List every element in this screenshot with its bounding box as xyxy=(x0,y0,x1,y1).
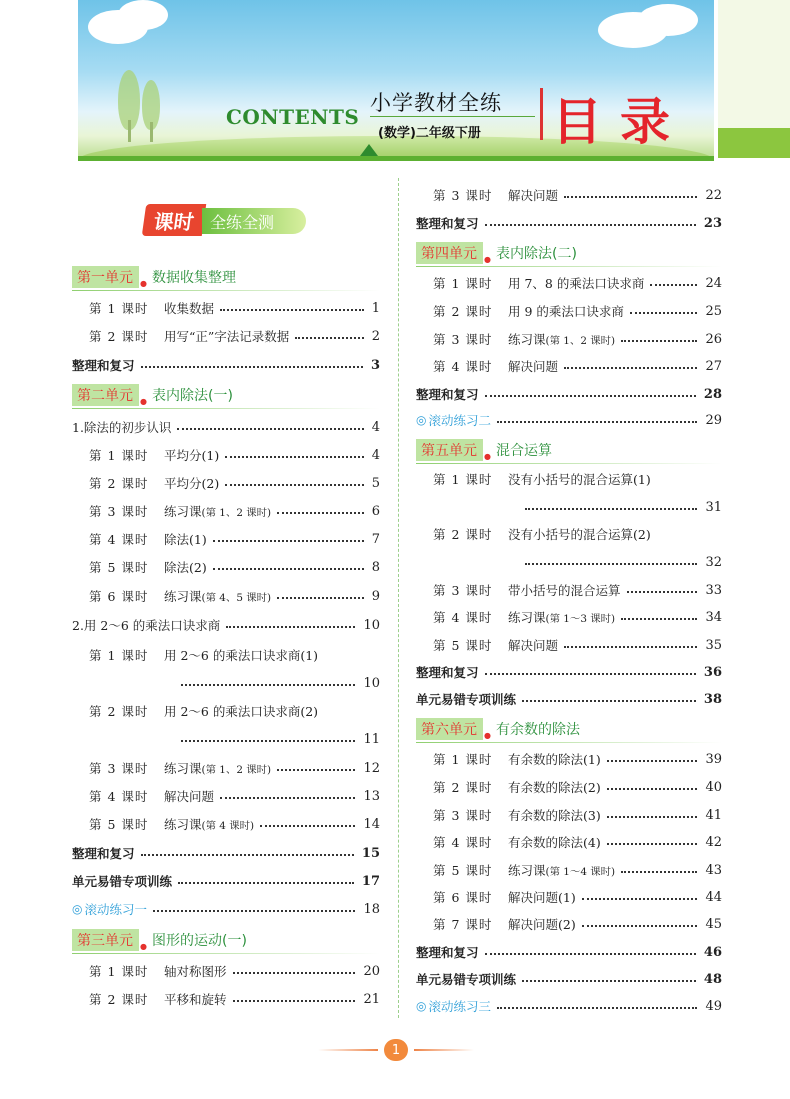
dot-leader xyxy=(220,309,364,311)
dot-leader xyxy=(277,597,364,599)
page-ref: 4 xyxy=(371,447,380,463)
unit-label: 第三单元 xyxy=(72,929,139,951)
page-ref: 44 xyxy=(705,889,722,905)
entry-title: 除法(2) xyxy=(164,560,207,575)
page-ref: 10 xyxy=(363,617,380,633)
unit-heading xyxy=(72,928,380,952)
page-ref: 2 xyxy=(371,328,380,344)
lesson-number: 第 2 课时 xyxy=(433,780,493,795)
dot-leader xyxy=(582,898,698,900)
unit-dot-icon: ● xyxy=(484,731,491,740)
entry-title: 2.用 2～6 的乘法口诀求商 xyxy=(72,618,221,633)
toc-entry[interactable] xyxy=(416,468,722,490)
entry-title: 有余数的除法(1) xyxy=(508,752,601,767)
toc-entry-continuation[interactable] xyxy=(416,551,722,573)
entry-title: 有余数的除法(3) xyxy=(508,808,601,823)
dot-leader xyxy=(233,972,356,974)
lesson-number: 第 2 课时 xyxy=(89,704,149,719)
page-ref: 3 xyxy=(370,357,380,373)
entry-title: 平均分(1) xyxy=(164,448,220,463)
contents-word: CONTENTS xyxy=(226,105,360,129)
entry-title: 练习课 xyxy=(164,589,202,604)
entry-title: 用 9 的乘法口诀求商 xyxy=(508,304,624,319)
book-title: 小学教材全练 xyxy=(370,91,502,115)
entry-title: 滚动练习一 xyxy=(84,902,147,917)
lesson-number: 第 3 课时 xyxy=(89,761,149,776)
dot-leader xyxy=(607,843,698,845)
unit-label: 第六单元 xyxy=(416,718,483,740)
entry-title: 整理和复习 xyxy=(416,216,479,231)
toc-entry[interactable] xyxy=(416,355,722,377)
toc-entry[interactable] xyxy=(416,579,722,601)
page-ref: 27 xyxy=(705,358,722,374)
toc-entry[interactable] xyxy=(416,409,722,431)
unit-dot-icon: ● xyxy=(140,279,147,288)
dot-leader xyxy=(607,788,698,790)
dot-leader xyxy=(525,508,697,510)
toc-entry[interactable] xyxy=(72,556,380,578)
dot-leader xyxy=(607,816,698,818)
dot-leader xyxy=(522,980,696,982)
toc-entry[interactable] xyxy=(72,644,380,666)
entry-title: 练习课 xyxy=(164,761,202,776)
page-ref: 45 xyxy=(705,916,722,932)
entry-title: 解决问题 xyxy=(508,638,559,653)
footer-line-left xyxy=(318,1049,378,1051)
page-ref: 20 xyxy=(363,963,380,979)
dot-leader xyxy=(178,882,354,884)
dot-leader xyxy=(181,740,355,742)
target-icon: ◎ xyxy=(72,902,83,916)
entry-title: 单元易错专项训练 xyxy=(416,972,517,987)
page-ref: 17 xyxy=(361,873,380,889)
toc-entry-continuation[interactable] xyxy=(416,496,722,518)
header-underline xyxy=(78,156,714,161)
page-number: 1 xyxy=(384,1039,408,1061)
unit-heading xyxy=(72,383,380,407)
page-ref: 14 xyxy=(363,816,380,832)
column-divider xyxy=(398,178,399,1018)
page-ref: 31 xyxy=(705,499,722,515)
page-ref: 36 xyxy=(703,664,722,680)
dot-leader xyxy=(220,797,355,799)
lesson-number: 第 4 课时 xyxy=(433,359,493,374)
dot-leader xyxy=(525,563,697,565)
entry-title: 没有小括号的混合运算(1) xyxy=(508,472,651,487)
entry-title: 解决问题(1) xyxy=(508,890,576,905)
dot-leader xyxy=(181,684,355,686)
lesson-number: 第 1 课时 xyxy=(433,752,493,767)
toc-entry[interactable] xyxy=(72,988,380,1010)
entry-title: 解决问题 xyxy=(508,359,559,374)
header-side-accent xyxy=(718,128,790,158)
dot-leader xyxy=(650,284,697,286)
entry-title: 带小括号的混合运算 xyxy=(508,583,621,598)
entry-title: 滚动练习二 xyxy=(428,413,491,428)
book-subtitle: (数学)二年级下册 xyxy=(378,126,481,141)
page-ref: 46 xyxy=(703,944,722,960)
toc-entry-continuation[interactable] xyxy=(72,728,380,750)
toc-entry[interactable] xyxy=(72,614,380,636)
unit-heading xyxy=(416,241,722,265)
toc-entry[interactable] xyxy=(416,941,722,963)
lesson-number: 第 1 课时 xyxy=(89,964,149,979)
target-icon: ◎ xyxy=(416,413,427,427)
dot-leader xyxy=(153,910,355,912)
entry-title: 滚动练习三 xyxy=(428,999,491,1014)
dot-leader xyxy=(177,428,363,430)
toc-entry[interactable] xyxy=(416,995,722,1017)
dot-leader xyxy=(621,871,697,873)
dot-leader xyxy=(564,646,697,648)
dot-leader xyxy=(277,769,355,771)
dot-leader xyxy=(213,568,364,570)
dot-leader xyxy=(213,540,364,542)
lesson-number: 第 1 课时 xyxy=(89,301,149,316)
entry-note: (第 1、2 课时) xyxy=(201,506,272,519)
toc-entry[interactable] xyxy=(416,300,722,322)
page-ref: 5 xyxy=(371,475,380,491)
dot-leader xyxy=(225,484,364,486)
unit-label: 第一单元 xyxy=(72,266,139,288)
dot-leader xyxy=(607,760,698,762)
page-ref: 6 xyxy=(371,503,380,519)
dot-leader xyxy=(485,953,696,955)
dot-leader xyxy=(260,825,355,827)
page-ref: 25 xyxy=(705,303,722,319)
toc-entry[interactable] xyxy=(416,606,722,628)
toc-entry[interactable] xyxy=(416,688,722,710)
entry-title: 解决问题(2) xyxy=(508,917,576,932)
dot-leader xyxy=(141,854,354,856)
toc-entry[interactable] xyxy=(416,634,722,656)
entry-title: 用写“正”字法记录数据 xyxy=(164,329,290,344)
toc-entry[interactable] xyxy=(72,757,380,779)
dot-leader xyxy=(485,673,696,675)
lesson-number: 第 5 课时 xyxy=(89,817,149,832)
dot-leader xyxy=(621,618,697,620)
dot-leader xyxy=(564,367,697,369)
lesson-number: 第 1 课时 xyxy=(89,448,149,463)
lesson-number: 第 6 课时 xyxy=(433,890,493,905)
unit-name: 图形的运动(一) xyxy=(151,932,247,949)
entry-note: (第 1～3 课时) xyxy=(545,612,616,625)
toc-entry[interactable] xyxy=(72,354,380,376)
dot-leader xyxy=(522,700,696,702)
page-ref: 7 xyxy=(371,531,380,547)
unit-dot-icon: ● xyxy=(140,942,147,951)
toc-entry[interactable] xyxy=(72,585,380,607)
toc-entry[interactable] xyxy=(72,813,380,835)
page-ref: 26 xyxy=(705,331,722,347)
triangle-icon xyxy=(360,144,378,156)
entry-title: 平移和旋转 xyxy=(164,992,227,1007)
toc-entry[interactable] xyxy=(72,870,380,892)
entry-title: 练习课 xyxy=(164,504,202,519)
toc-entry[interactable] xyxy=(72,325,380,347)
entry-title: 解决问题 xyxy=(508,188,559,203)
dot-leader xyxy=(226,626,355,628)
entry-note: (第 1～4 课时) xyxy=(545,865,616,878)
toc-entry[interactable] xyxy=(72,500,380,522)
toc-entry[interactable] xyxy=(416,859,722,881)
unit-dot-icon: ● xyxy=(140,397,147,406)
dot-leader xyxy=(485,395,696,397)
lesson-number: 第 1 课时 xyxy=(433,472,493,487)
page-ref: 28 xyxy=(703,386,722,402)
page-ref: 35 xyxy=(705,637,722,653)
toc-entry[interactable] xyxy=(416,212,722,234)
page-ref: 21 xyxy=(363,991,380,1007)
lesson-number: 第 3 课时 xyxy=(89,504,149,519)
toc-entry[interactable] xyxy=(72,785,380,807)
toc-entry[interactable] xyxy=(416,523,722,545)
lesson-number: 第 3 课时 xyxy=(433,583,493,598)
entry-title: 单元易错专项训练 xyxy=(416,692,517,707)
entry-title: 没有小括号的混合运算(2) xyxy=(508,527,651,542)
entry-title: 整理和复习 xyxy=(416,387,479,402)
lesson-number: 第 5 课时 xyxy=(433,638,493,653)
entry-title: 单元易错专项训练 xyxy=(72,874,173,889)
lesson-number: 第 2 课时 xyxy=(433,527,493,542)
entry-note: (第 1、2 课时) xyxy=(545,334,616,347)
entry-title: 练习课 xyxy=(164,817,202,832)
page-ref: 4 xyxy=(371,419,380,435)
unit-name: 表内除法(二) xyxy=(495,245,577,262)
page-ref: 29 xyxy=(705,412,722,428)
entry-note: (第 4、5 课时) xyxy=(201,591,272,604)
page-ref: 42 xyxy=(705,834,722,850)
entry-title: 整理和复习 xyxy=(416,945,479,960)
lesson-number: 第 5 课时 xyxy=(89,560,149,575)
toc-entry[interactable] xyxy=(416,383,722,405)
unit-name: 表内除法(一) xyxy=(151,387,233,404)
title-divider xyxy=(540,88,543,140)
entry-title: 除法(1) xyxy=(164,532,207,547)
page-ref: 15 xyxy=(361,845,380,861)
lesson-number: 第 7 课时 xyxy=(433,917,493,932)
unit-dot-icon: ● xyxy=(484,255,491,264)
page-ref: 38 xyxy=(703,691,722,707)
lesson-number: 第 2 课时 xyxy=(89,329,149,344)
section-banner xyxy=(144,204,306,236)
entry-title: 用 7、8 的乘法口诀求商 xyxy=(508,276,645,291)
toc-entry[interactable] xyxy=(416,968,722,990)
cloud-icon xyxy=(118,0,168,30)
header-banner xyxy=(78,0,714,160)
banner-sublabel: 全练全测 xyxy=(202,208,306,234)
page-ref: 39 xyxy=(705,751,722,767)
unit-heading xyxy=(416,717,722,741)
page-ref: 48 xyxy=(703,971,722,987)
entry-title: 练习课 xyxy=(508,332,546,347)
header-side-panel xyxy=(718,0,790,128)
dot-leader xyxy=(233,1000,356,1002)
toc-entry[interactable] xyxy=(72,297,380,319)
entry-title: 用 2～6 的乘法口诀求商(2) xyxy=(164,704,319,719)
entry-title: 解决问题 xyxy=(164,789,215,804)
target-icon: ◎ xyxy=(416,999,427,1013)
dot-leader xyxy=(141,366,363,368)
lesson-number: 第 2 课时 xyxy=(89,992,149,1007)
dot-leader xyxy=(497,421,697,423)
toc-entry[interactable] xyxy=(416,748,722,770)
page-ref: 12 xyxy=(363,760,380,776)
entry-note: (第 1、2 课时) xyxy=(201,763,272,776)
toc-entry[interactable] xyxy=(416,886,722,908)
dot-leader xyxy=(277,512,364,514)
toc-entry[interactable] xyxy=(416,831,722,853)
toc-entry[interactable] xyxy=(416,661,722,683)
dot-leader xyxy=(621,340,697,342)
dot-leader xyxy=(582,925,698,927)
toc-entry[interactable] xyxy=(416,776,722,798)
lesson-number: 第 5 课时 xyxy=(433,863,493,878)
cloud-icon xyxy=(638,4,698,36)
page-ref: 13 xyxy=(363,788,380,804)
lesson-number: 第 4 课时 xyxy=(89,532,149,547)
toc-entry[interactable] xyxy=(416,272,722,294)
toc-entry[interactable] xyxy=(72,960,380,982)
entry-title: 练习课 xyxy=(508,863,546,878)
page-ref: 10 xyxy=(363,675,380,691)
lesson-number: 第 4 课时 xyxy=(433,610,493,625)
entry-note: (第 4 课时) xyxy=(201,819,255,832)
unit-heading xyxy=(72,265,380,289)
page-ref: 34 xyxy=(705,609,722,625)
page-ref: 18 xyxy=(363,901,380,917)
unit-name: 混合运算 xyxy=(495,442,552,459)
entry-title: 收集数据 xyxy=(164,301,215,316)
page-ref: 43 xyxy=(705,862,722,878)
lesson-number: 第 2 课时 xyxy=(433,304,493,319)
entry-title: 轴对称图形 xyxy=(164,964,227,979)
entry-title: 整理和复习 xyxy=(72,358,135,373)
entry-title: 整理和复习 xyxy=(72,846,135,861)
dot-leader xyxy=(225,456,364,458)
toc-entry-continuation[interactable] xyxy=(72,672,380,694)
unit-label: 第五单元 xyxy=(416,439,483,461)
banner-label: 课时 xyxy=(142,204,206,236)
unit-label: 第二单元 xyxy=(72,384,139,406)
page-ref: 32 xyxy=(705,554,722,570)
entry-title: 用 2～6 的乘法口诀求商(1) xyxy=(164,648,319,663)
toc-entry[interactable] xyxy=(416,804,722,826)
entry-title: 有余数的除法(4) xyxy=(508,835,601,850)
page-ref: 1 xyxy=(371,300,380,316)
toc-entry[interactable] xyxy=(72,416,380,438)
toc-entry[interactable] xyxy=(72,700,380,722)
page-ref: 22 xyxy=(705,187,722,203)
page-ref: 24 xyxy=(705,275,722,291)
lesson-number: 第 4 课时 xyxy=(89,789,149,804)
entry-title: 练习课 xyxy=(508,610,546,625)
page-ref: 11 xyxy=(363,731,380,747)
unit-label: 第四单元 xyxy=(416,242,483,264)
lesson-number: 第 6 课时 xyxy=(89,589,149,604)
page-ref: 8 xyxy=(371,559,380,575)
lesson-number: 第 1 课时 xyxy=(89,648,149,663)
toc-entry[interactable] xyxy=(72,528,380,550)
dot-leader xyxy=(564,196,697,198)
unit-name: 数据收集整理 xyxy=(151,269,236,286)
toc-entry[interactable] xyxy=(416,328,722,350)
dot-leader xyxy=(485,224,696,226)
entry-title: 有余数的除法(2) xyxy=(508,780,601,795)
page-ref: 9 xyxy=(371,588,380,604)
toc-entry[interactable] xyxy=(72,472,380,494)
entry-title: 整理和复习 xyxy=(416,665,479,680)
lesson-number: 第 3 课时 xyxy=(433,808,493,823)
toc-entry[interactable] xyxy=(416,913,722,935)
toc-entry[interactable] xyxy=(72,898,380,920)
page-ref: 49 xyxy=(705,998,722,1014)
lesson-number: 第 3 课时 xyxy=(433,332,493,347)
page-title: 目录 xyxy=(552,93,688,151)
unit-heading xyxy=(416,438,722,462)
page-ref: 40 xyxy=(705,779,722,795)
page-ref: 23 xyxy=(703,215,722,231)
page-ref: 41 xyxy=(705,807,722,823)
dot-leader xyxy=(627,591,698,593)
lesson-number: 第 3 课时 xyxy=(433,188,493,203)
lesson-number: 第 2 课时 xyxy=(89,476,149,491)
lesson-number: 第 1 课时 xyxy=(433,276,493,291)
page-ref: 33 xyxy=(705,582,722,598)
entry-title: 平均分(2) xyxy=(164,476,220,491)
unit-name: 有余数的除法 xyxy=(495,721,580,738)
unit-dot-icon: ● xyxy=(484,452,491,461)
dot-leader xyxy=(295,337,363,339)
toc-entry[interactable] xyxy=(416,184,722,206)
footer-line-right xyxy=(414,1049,474,1051)
dot-leader xyxy=(630,312,698,314)
lesson-number: 第 4 课时 xyxy=(433,835,493,850)
toc-entry[interactable] xyxy=(72,842,380,864)
toc-entry[interactable] xyxy=(72,444,380,466)
dot-leader xyxy=(497,1007,697,1009)
entry-title: 1.除法的初步认识 xyxy=(72,420,172,435)
